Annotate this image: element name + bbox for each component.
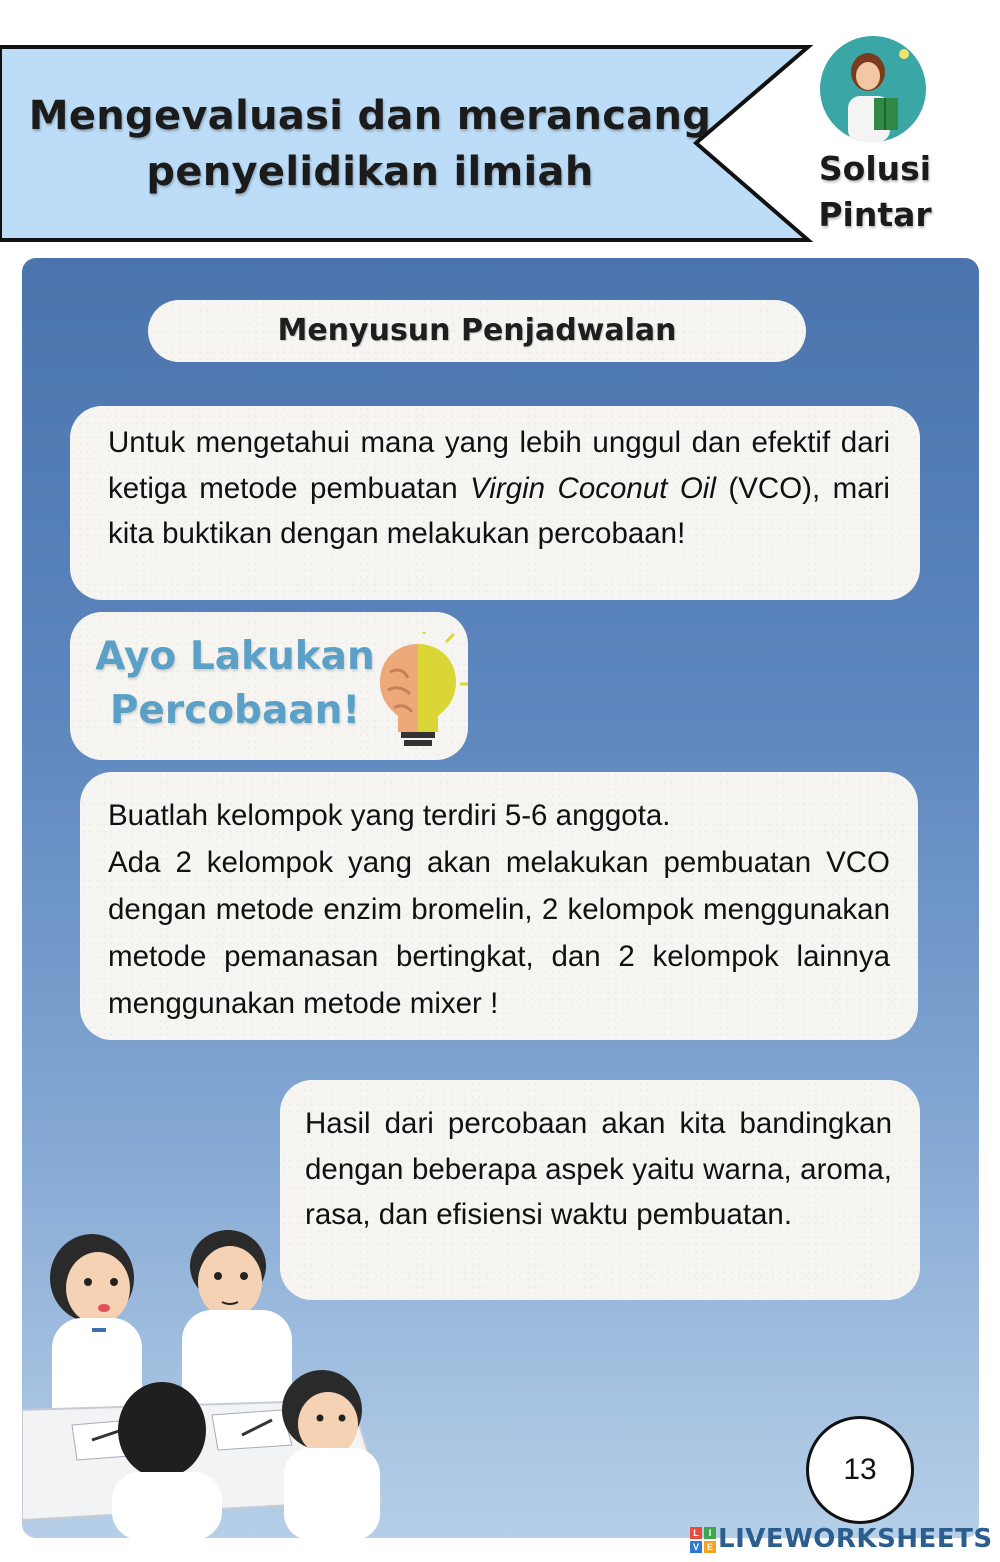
logo-letter-v: V xyxy=(690,1541,702,1553)
callout-text xyxy=(70,630,400,738)
logo-letter-l: L xyxy=(690,1527,702,1539)
page-title-line2: penyelidikan ilmiah xyxy=(146,149,594,195)
teacher-avatar xyxy=(820,36,926,142)
page-title-line1: Mengevaluasi dan merancang xyxy=(28,93,712,139)
students-illustration xyxy=(22,1210,402,1540)
page-title xyxy=(20,88,720,200)
brand-name xyxy=(800,146,950,238)
experiment-callout xyxy=(70,612,468,760)
intro-card xyxy=(70,406,920,600)
logo-letter-e: E xyxy=(704,1541,716,1553)
brand-name-line1: Solusi xyxy=(818,149,932,188)
footer-brand-text: LIVEWORKSHEETS xyxy=(718,1524,993,1554)
intro-text xyxy=(108,420,890,557)
logo-letter-i: I xyxy=(704,1527,716,1539)
liveworksheets-logo-icon xyxy=(690,1527,716,1553)
footer-brand[interactable] xyxy=(690,1522,993,1556)
intro-text-italic: Virgin Coconut Oil xyxy=(470,471,716,505)
callout-line1: Ayo Lakukan xyxy=(95,634,375,679)
callout-line2: Percobaan! xyxy=(109,688,361,733)
instructions-card xyxy=(80,772,918,1040)
section-subtitle: Menyusun Penjadwalan xyxy=(148,300,806,362)
instructions-line2: Ada 2 kelompok yang akan melakukan pembuatan VCO dengan metode enzim bromelin, 2 kelompok menggunakan metode pemanasan bertingkat, dan 2 kelompok lainnya menggunakan metode mixer ! xyxy=(108,846,890,1020)
page-number: 13 xyxy=(806,1416,914,1524)
instructions-line1: Buatlah kelompok yang terdiri 5-6 anggota. xyxy=(108,799,671,832)
brand-name-line2: Pintar xyxy=(818,195,932,234)
teacher-illustration xyxy=(820,36,926,142)
results-text: Hasil dari percobaan akan kita bandingkan dengan beberapa aspek yaitu warna, aroma, rasa, dan efisiensi waktu pembuatan. xyxy=(305,1107,892,1231)
brain-bulb-icon xyxy=(368,632,468,752)
intro-text-part2: (VCO), mari kita buktikan dengan melakukan percobaan! xyxy=(108,471,890,550)
intro-text-part1: Untuk mengetahui mana yang lebih unggul dan efektif dari ketiga metode pembuatan xyxy=(108,426,890,505)
